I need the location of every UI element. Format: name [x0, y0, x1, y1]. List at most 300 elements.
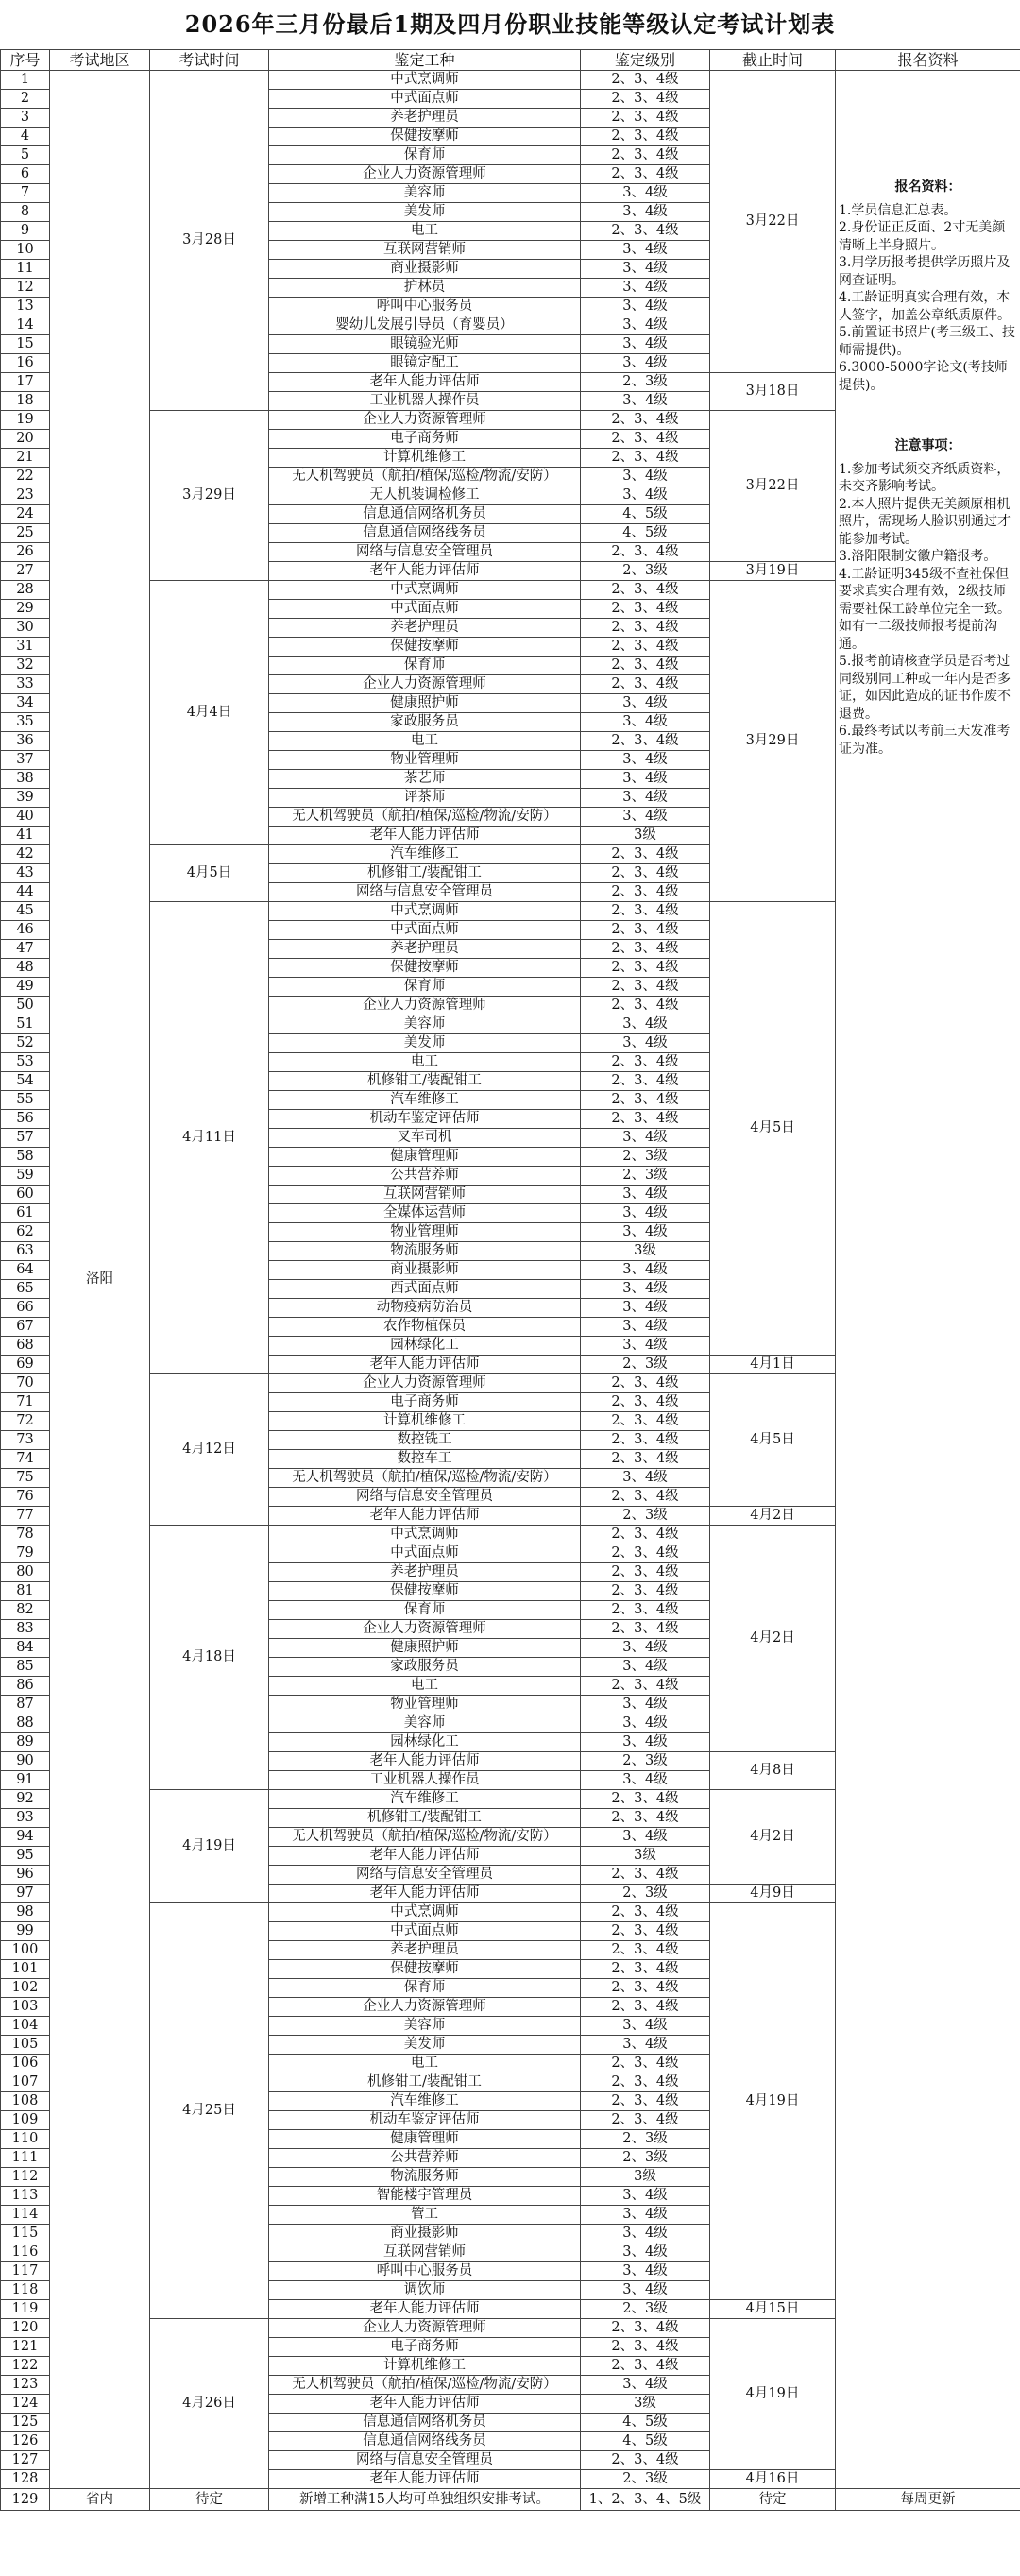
seq-cell: 26 — [1, 543, 50, 562]
level-cell: 2、3、4级 — [581, 1941, 710, 1960]
seq-cell: 114 — [1, 2206, 50, 2225]
seq-cell: 87 — [1, 1696, 50, 1714]
job-cell: 老年人能力评估师 — [269, 1752, 581, 1771]
job-cell: 家政服务员 — [269, 1658, 581, 1677]
job-cell: 美容师 — [269, 2017, 581, 2036]
level-cell: 3、4级 — [581, 1828, 710, 1847]
seq-cell: 106 — [1, 2055, 50, 2073]
seq-cell: 35 — [1, 713, 50, 732]
seq-cell: 81 — [1, 1582, 50, 1601]
job-cell: 老年人能力评估师 — [269, 562, 581, 581]
seq-cell: 104 — [1, 2017, 50, 2036]
level-cell: 3、4级 — [581, 1469, 710, 1488]
seq-cell: 65 — [1, 1280, 50, 1299]
seq-cell: 71 — [1, 1393, 50, 1412]
level-cell: 2、3、4级 — [581, 657, 710, 675]
level-cell: 4、5级 — [581, 524, 710, 543]
level-cell: 2、3、4级 — [581, 1601, 710, 1620]
deadline-cell: 4月19日 — [710, 2319, 836, 2470]
job-cell: 机修钳工/装配钳工 — [269, 864, 581, 883]
job-cell: 老年人能力评估师 — [269, 1507, 581, 1526]
level-cell: 3、4级 — [581, 1714, 710, 1733]
deadline-cell: 4月1日 — [710, 1356, 836, 1374]
seq-cell: 22 — [1, 468, 50, 486]
materials-notes-cell — [836, 71, 1020, 2489]
seq-cell: 38 — [1, 770, 50, 789]
seq-cell: 105 — [1, 2036, 50, 2055]
level-cell: 2、3、4级 — [581, 638, 710, 657]
level-cell: 2、3、4级 — [581, 978, 710, 997]
job-cell: 无人机驾驶员（航拍/植保/巡检/物流/安防） — [269, 1469, 581, 1488]
level-cell: 3、4级 — [581, 1337, 710, 1356]
seq-cell: 17 — [1, 373, 50, 392]
exam-schedule-table — [0, 49, 1020, 2511]
job-cell: 中式面点师 — [269, 1544, 581, 1563]
level-cell: 2、3、4级 — [581, 1582, 710, 1601]
job-cell: 数控铣工 — [269, 1431, 581, 1450]
deadline-cell: 3月22日 — [710, 71, 836, 373]
exam-date-cell: 4月11日 — [150, 902, 269, 1374]
job-cell: 保育师 — [269, 146, 581, 165]
seq-cell: 109 — [1, 2111, 50, 2130]
job-cell: 企业人力资源管理师 — [269, 675, 581, 694]
notes-item: 6.最终考试以考前三天发准考证为准。 — [839, 724, 1011, 757]
job-cell: 信息通信网络机务员 — [269, 2414, 581, 2432]
job-cell: 计算机维修工 — [269, 2357, 581, 2376]
level-cell: 2、3、4级 — [581, 921, 710, 940]
job-cell: 物业管理师 — [269, 751, 581, 770]
level-cell: 3、4级 — [581, 468, 710, 486]
job-cell: 呼叫中心服务员 — [269, 298, 581, 316]
header-region: 考试地区 — [50, 50, 150, 71]
level-cell: 3、4级 — [581, 354, 710, 373]
job-cell: 保育师 — [269, 1979, 581, 1998]
level-cell: 2、3、4级 — [581, 1563, 710, 1582]
level-cell: 3、4级 — [581, 789, 710, 808]
seq-cell: 4 — [1, 128, 50, 146]
seq-cell: 108 — [1, 2092, 50, 2111]
job-cell: 护林员 — [269, 279, 581, 298]
seq-cell: 60 — [1, 1186, 50, 1204]
seq-cell: 69 — [1, 1356, 50, 1374]
job-cell: 调饮师 — [269, 2281, 581, 2300]
seq-cell: 18 — [1, 392, 50, 411]
level-cell: 2、3、4级 — [581, 1979, 710, 1998]
level-cell: 3、4级 — [581, 1299, 710, 1318]
job-cell: 养老护理员 — [269, 619, 581, 638]
job-cell: 呼叫中心服务员 — [269, 2262, 581, 2281]
seq-cell: 92 — [1, 1790, 50, 1809]
seq-cell: 43 — [1, 864, 50, 883]
level-cell: 3级 — [581, 827, 710, 845]
job-cell: 保健按摩师 — [269, 1582, 581, 1601]
footer-region: 省内 — [50, 2489, 150, 2511]
job-cell: 电工 — [269, 2055, 581, 2073]
level-cell: 2、3、4级 — [581, 543, 710, 562]
notes-title: 注意事项： — [894, 438, 961, 453]
level-cell: 2、3级 — [581, 1885, 710, 1903]
level-cell: 3、4级 — [581, 1771, 710, 1790]
level-cell: 3、4级 — [581, 1658, 710, 1677]
job-cell: 美容师 — [269, 1015, 581, 1034]
job-cell: 电子商务师 — [269, 430, 581, 449]
job-cell: 全媒体运营师 — [269, 1204, 581, 1223]
materials-item: 6.3000-5000字论文(考技师提供)。 — [839, 360, 1008, 393]
job-cell: 无人机驾驶员（航拍/植保/巡检/物流/安防） — [269, 1828, 581, 1847]
level-cell: 3、4级 — [581, 1015, 710, 1034]
job-cell: 电工 — [269, 732, 581, 751]
seq-cell: 33 — [1, 675, 50, 694]
level-cell: 2、3、4级 — [581, 2451, 710, 2470]
seq-cell: 98 — [1, 1903, 50, 1922]
seq-cell: 84 — [1, 1639, 50, 1658]
level-cell: 2、3级 — [581, 2149, 710, 2168]
level-cell: 2、3、4级 — [581, 997, 710, 1015]
seq-cell: 99 — [1, 1922, 50, 1941]
level-cell: 2、3、4级 — [581, 1922, 710, 1941]
job-cell: 机动车鉴定评估师 — [269, 2111, 581, 2130]
seq-cell: 115 — [1, 2225, 50, 2243]
seq-cell: 111 — [1, 2149, 50, 2168]
level-cell: 2、3、4级 — [581, 600, 710, 619]
level-cell: 3、4级 — [581, 1223, 710, 1242]
job-cell: 中式烹调师 — [269, 581, 581, 600]
seq-cell: 107 — [1, 2073, 50, 2092]
job-cell: 商业摄影师 — [269, 260, 581, 279]
seq-cell: 5 — [1, 146, 50, 165]
job-cell: 健康管理师 — [269, 2130, 581, 2149]
job-cell: 无人机驾驶员（航拍/植保/巡检/物流/安防） — [269, 808, 581, 827]
level-cell: 2、3、4级 — [581, 2092, 710, 2111]
exam-date-cell: 4月26日 — [150, 2319, 269, 2489]
level-cell: 2、3、4级 — [581, 619, 710, 638]
seq-cell: 102 — [1, 1979, 50, 1998]
seq-cell: 40 — [1, 808, 50, 827]
job-cell: 养老护理员 — [269, 1941, 581, 1960]
materials-item: 5.前置证书照片(考三级工、技师需提供)。 — [839, 325, 1015, 358]
seq-cell: 50 — [1, 997, 50, 1015]
seq-cell: 64 — [1, 1261, 50, 1280]
job-cell: 公共营养师 — [269, 1167, 581, 1186]
seq-cell: 103 — [1, 1998, 50, 2017]
job-cell: 茶艺师 — [269, 770, 581, 789]
level-cell: 2、3、4级 — [581, 1866, 710, 1885]
seq-cell: 51 — [1, 1015, 50, 1034]
level-cell: 4、5级 — [581, 2432, 710, 2451]
seq-cell: 57 — [1, 1129, 50, 1148]
level-cell: 2、3、4级 — [581, 2319, 710, 2338]
seq-cell: 94 — [1, 1828, 50, 1847]
seq-cell: 128 — [1, 2470, 50, 2489]
header-job: 鉴定工种 — [269, 50, 581, 71]
seq-cell: 9 — [1, 222, 50, 241]
level-cell: 3、4级 — [581, 335, 710, 354]
seq-cell: 116 — [1, 2243, 50, 2262]
materials-item: 1.学员信息汇总表。 — [839, 202, 958, 218]
level-cell: 2、3、4级 — [581, 2338, 710, 2357]
job-cell: 保育师 — [269, 978, 581, 997]
header-level: 鉴定级别 — [581, 50, 710, 71]
job-cell: 眼镜验光师 — [269, 335, 581, 354]
deadline-cell: 4月9日 — [710, 1885, 836, 1903]
level-cell: 2、3、4级 — [581, 959, 710, 978]
exam-date-cell: 4月5日 — [150, 845, 269, 902]
job-cell: 信息通信网络机务员 — [269, 505, 581, 524]
seq-cell: 113 — [1, 2187, 50, 2206]
job-cell: 动物疫病防治员 — [269, 1299, 581, 1318]
deadline-cell: 4月2日 — [710, 1790, 836, 1885]
seq-cell: 19 — [1, 411, 50, 430]
level-cell: 2、3、4级 — [581, 1110, 710, 1129]
level-cell: 3、4级 — [581, 694, 710, 713]
level-cell: 3、4级 — [581, 316, 710, 335]
job-cell: 公共营养师 — [269, 2149, 581, 2168]
level-cell: 2、3、4级 — [581, 71, 710, 90]
job-cell: 网络与信息安全管理员 — [269, 2451, 581, 2470]
job-cell: 眼镜定配工 — [269, 354, 581, 373]
level-cell: 2、3级 — [581, 562, 710, 581]
seq-cell: 85 — [1, 1658, 50, 1677]
job-cell: 美发师 — [269, 203, 581, 222]
notes-item: 3.洛阳限制安徽户籍报考。 — [839, 549, 997, 564]
job-cell: 健康管理师 — [269, 1148, 581, 1167]
seq-cell: 59 — [1, 1167, 50, 1186]
seq-cell: 100 — [1, 1941, 50, 1960]
seq-cell: 120 — [1, 2319, 50, 2338]
level-cell: 2、3、4级 — [581, 128, 710, 146]
seq-cell: 21 — [1, 449, 50, 468]
job-cell: 养老护理员 — [269, 109, 581, 128]
level-cell: 3、4级 — [581, 1280, 710, 1299]
job-cell: 物业管理师 — [269, 1696, 581, 1714]
level-cell: 2、3级 — [581, 373, 710, 392]
footer-materials: 每周更新 — [836, 2489, 1020, 2511]
level-cell: 2、3、4级 — [581, 1677, 710, 1696]
seq-cell: 72 — [1, 1412, 50, 1431]
seq-cell: 27 — [1, 562, 50, 581]
level-cell: 2、3、4级 — [581, 146, 710, 165]
job-cell: 数控车工 — [269, 1450, 581, 1469]
job-cell: 机动车鉴定评估师 — [269, 1110, 581, 1129]
job-cell: 老年人能力评估师 — [269, 827, 581, 845]
level-cell: 2、3、4级 — [581, 1053, 710, 1072]
job-cell: 物流服务师 — [269, 1242, 581, 1261]
job-cell: 互联网营销师 — [269, 241, 581, 260]
level-cell: 2、3、4级 — [581, 1790, 710, 1809]
level-cell: 2、3、4级 — [581, 1091, 710, 1110]
job-cell: 计算机维修工 — [269, 449, 581, 468]
seq-cell: 123 — [1, 2376, 50, 2395]
table-row — [1, 71, 1020, 90]
seq-cell: 83 — [1, 1620, 50, 1639]
seq-cell: 3 — [1, 109, 50, 128]
level-cell: 3、4级 — [581, 770, 710, 789]
seq-cell: 20 — [1, 430, 50, 449]
level-cell: 2、3级 — [581, 2130, 710, 2149]
job-cell: 电工 — [269, 1053, 581, 1072]
job-cell: 园林绿化工 — [269, 1733, 581, 1752]
deadline-cell: 3月18日 — [710, 373, 836, 411]
seq-cell: 91 — [1, 1771, 50, 1790]
header-materials: 报名资料 — [836, 50, 1020, 71]
seq-cell: 15 — [1, 335, 50, 354]
job-cell: 企业人力资源管理师 — [269, 1374, 581, 1393]
footer-seq: 129 — [1, 2489, 50, 2511]
level-cell: 2、3级 — [581, 1752, 710, 1771]
level-cell: 3级 — [581, 1847, 710, 1866]
exam-date-cell: 4月25日 — [150, 1903, 269, 2319]
exam-date-cell: 3月29日 — [150, 411, 269, 581]
level-cell: 2、3级 — [581, 2470, 710, 2489]
seq-cell: 95 — [1, 1847, 50, 1866]
seq-cell: 12 — [1, 279, 50, 298]
level-cell: 2、3、4级 — [581, 2055, 710, 2073]
deadline-cell: 3月29日 — [710, 581, 836, 902]
job-cell: 西式面点师 — [269, 1280, 581, 1299]
level-cell: 2、3、4级 — [581, 864, 710, 883]
seq-cell: 66 — [1, 1299, 50, 1318]
job-cell: 汽车维修工 — [269, 845, 581, 864]
job-cell: 物业管理师 — [269, 1223, 581, 1242]
job-cell: 养老护理员 — [269, 1563, 581, 1582]
notes-item: 1.参加考试须交齐纸质资料，未交齐影响考试。 — [839, 461, 1011, 494]
deadline-cell: 4月16日 — [710, 2470, 836, 2489]
level-cell: 2、3、4级 — [581, 430, 710, 449]
seq-cell: 34 — [1, 694, 50, 713]
level-cell: 2、3、4级 — [581, 165, 710, 184]
seq-cell: 45 — [1, 902, 50, 921]
seq-cell: 67 — [1, 1318, 50, 1337]
level-cell: 3、4级 — [581, 260, 710, 279]
level-cell: 3、4级 — [581, 1034, 710, 1053]
seq-cell: 1 — [1, 71, 50, 90]
level-cell: 2、3级 — [581, 1356, 710, 1374]
level-cell: 3、4级 — [581, 2206, 710, 2225]
level-cell: 3、4级 — [581, 2017, 710, 2036]
job-cell: 老年人能力评估师 — [269, 373, 581, 392]
seq-cell: 16 — [1, 354, 50, 373]
job-cell: 信息通信网络线务员 — [269, 524, 581, 543]
seq-cell: 42 — [1, 845, 50, 864]
seq-cell: 49 — [1, 978, 50, 997]
job-cell: 园林绿化工 — [269, 1337, 581, 1356]
seq-cell: 74 — [1, 1450, 50, 1469]
job-cell: 网络与信息安全管理员 — [269, 1866, 581, 1885]
level-cell: 2、3、4级 — [581, 1809, 710, 1828]
region-cell: 洛阳 — [50, 71, 150, 2489]
job-cell: 中式面点师 — [269, 1922, 581, 1941]
job-cell: 老年人能力评估师 — [269, 1885, 581, 1903]
seq-cell: 86 — [1, 1677, 50, 1696]
footer-job: 新增工种满15人均可单独组织安排考试。 — [269, 2489, 581, 2511]
job-cell: 中式烹调师 — [269, 1903, 581, 1922]
level-cell: 3、4级 — [581, 2376, 710, 2395]
level-cell: 2、3、4级 — [581, 1412, 710, 1431]
level-cell: 2、3级 — [581, 1507, 710, 1526]
notes-item: 2.本人照片提供无美颜原相机照片，需现场人脸识别通过才能参加考试。 — [839, 496, 1011, 547]
job-cell: 农作物植保员 — [269, 1318, 581, 1337]
seq-cell: 80 — [1, 1563, 50, 1582]
job-cell: 机修钳工/装配钳工 — [269, 2073, 581, 2092]
level-cell: 3、4级 — [581, 751, 710, 770]
level-cell: 2、3、4级 — [581, 222, 710, 241]
seq-cell: 89 — [1, 1733, 50, 1752]
job-cell: 物流服务师 — [269, 2168, 581, 2187]
job-cell: 企业人力资源管理师 — [269, 411, 581, 430]
seq-cell: 28 — [1, 581, 50, 600]
seq-cell: 36 — [1, 732, 50, 751]
deadline-cell: 4月5日 — [710, 1374, 836, 1507]
job-cell: 工业机器人操作员 — [269, 1771, 581, 1790]
seq-cell: 62 — [1, 1223, 50, 1242]
seq-cell: 101 — [1, 1960, 50, 1979]
level-cell: 2、3、4级 — [581, 675, 710, 694]
deadline-cell: 4月15日 — [710, 2300, 836, 2319]
job-cell: 中式面点师 — [269, 921, 581, 940]
page-title: 2026年三月份最后1期及四月份职业技能等级认定考试计划表 — [184, 10, 836, 38]
job-cell: 中式烹调师 — [269, 71, 581, 90]
job-cell: 老年人能力评估师 — [269, 2300, 581, 2319]
footer-date: 待定 — [150, 2489, 269, 2511]
seq-cell: 96 — [1, 1866, 50, 1885]
level-cell: 3、4级 — [581, 1204, 710, 1223]
job-cell: 计算机维修工 — [269, 1412, 581, 1431]
seq-cell: 110 — [1, 2130, 50, 2149]
seq-cell: 112 — [1, 2168, 50, 2187]
level-cell: 2、3级 — [581, 1148, 710, 1167]
seq-cell: 24 — [1, 505, 50, 524]
seq-cell: 39 — [1, 789, 50, 808]
seq-cell: 78 — [1, 1526, 50, 1544]
level-cell: 3、4级 — [581, 184, 710, 203]
materials-item: 2.身份证正反面、2寸无美颜清晰上半身照片。 — [839, 220, 1006, 253]
job-cell: 企业人力资源管理师 — [269, 1620, 581, 1639]
job-cell: 无人机装调检修工 — [269, 486, 581, 505]
seq-cell: 48 — [1, 959, 50, 978]
job-cell: 美发师 — [269, 2036, 581, 2055]
level-cell: 2、3级 — [581, 1167, 710, 1186]
seq-cell: 121 — [1, 2338, 50, 2357]
job-cell: 美容师 — [269, 1714, 581, 1733]
job-cell: 电子商务师 — [269, 2338, 581, 2357]
job-cell: 商业摄影师 — [269, 1261, 581, 1280]
deadline-cell: 4月5日 — [710, 902, 836, 1356]
seq-cell: 44 — [1, 883, 50, 902]
seq-cell: 82 — [1, 1601, 50, 1620]
seq-cell: 37 — [1, 751, 50, 770]
level-cell: 3、4级 — [581, 2262, 710, 2281]
seq-cell: 11 — [1, 260, 50, 279]
seq-cell: 126 — [1, 2432, 50, 2451]
seq-cell: 93 — [1, 1809, 50, 1828]
seq-cell: 61 — [1, 1204, 50, 1223]
footer-level: 1、2、3、4、5级 — [581, 2489, 710, 2511]
job-cell: 企业人力资源管理师 — [269, 2319, 581, 2338]
seq-cell: 68 — [1, 1337, 50, 1356]
seq-cell: 73 — [1, 1431, 50, 1450]
seq-cell: 30 — [1, 619, 50, 638]
seq-cell: 119 — [1, 2300, 50, 2319]
deadline-cell: 3月22日 — [710, 411, 836, 562]
job-cell: 企业人力资源管理师 — [269, 165, 581, 184]
seq-cell: 46 — [1, 921, 50, 940]
deadline-cell: 4月19日 — [710, 1903, 836, 2300]
seq-cell: 90 — [1, 1752, 50, 1771]
job-cell: 企业人力资源管理师 — [269, 1998, 581, 2017]
level-cell: 3、4级 — [581, 2036, 710, 2055]
level-cell: 2、3、4级 — [581, 1431, 710, 1450]
job-cell: 汽车维修工 — [269, 2092, 581, 2111]
